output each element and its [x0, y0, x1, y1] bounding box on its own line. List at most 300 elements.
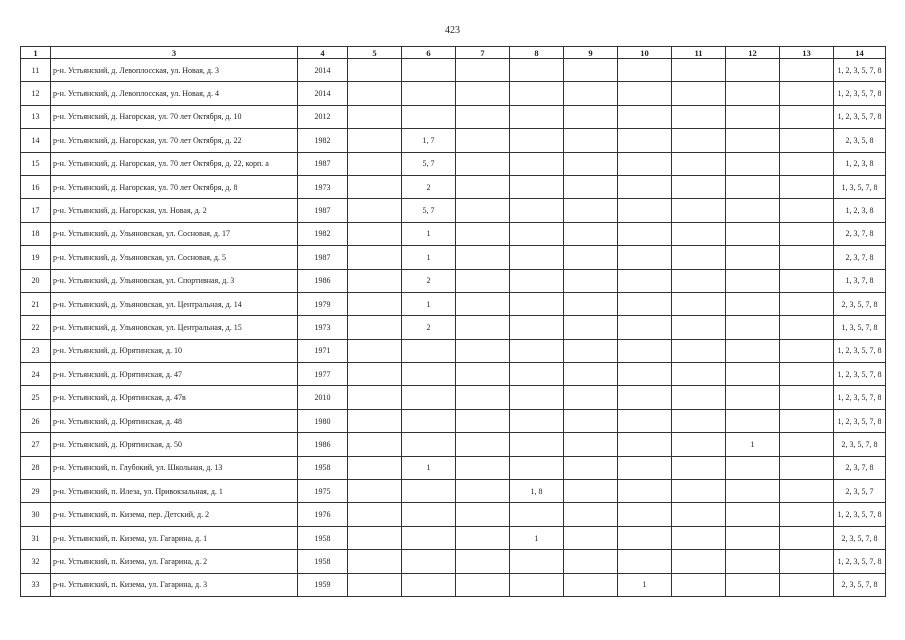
table-cell	[780, 433, 834, 456]
address-cell: р-н. Устьянский, д. Нагорская, ул. 70 лет Октября, д. 22	[51, 129, 298, 152]
table-cell	[780, 573, 834, 596]
table-cell: 2010	[298, 386, 348, 409]
table-cell: 1976	[298, 503, 348, 526]
table-cell: 20	[21, 269, 51, 292]
table-cell	[618, 316, 672, 339]
table-cell	[348, 105, 402, 128]
table-cell	[780, 386, 834, 409]
table-cell	[564, 316, 618, 339]
table-cell	[780, 152, 834, 175]
table-row	[21, 82, 886, 105]
table-cell	[510, 409, 564, 432]
table-cell: 17	[21, 199, 51, 222]
table-cell	[402, 503, 456, 526]
table-cell	[348, 550, 402, 573]
table-cell	[618, 199, 672, 222]
column-header: 10	[618, 47, 672, 59]
table-cell	[510, 269, 564, 292]
table-cell: 25	[21, 386, 51, 409]
table-cell	[348, 316, 402, 339]
table-cell	[726, 386, 780, 409]
address-cell: р-н. Устьянский, п. Кизема, ул. Гагарина, д. 2	[51, 550, 298, 573]
table-cell	[564, 175, 618, 198]
table-cell: 1980	[298, 409, 348, 432]
table-cell	[618, 433, 672, 456]
table-cell	[726, 246, 780, 269]
column-header: 12	[726, 47, 780, 59]
table-cell	[780, 526, 834, 549]
table-cell: 2, 3, 5, 7, 8	[834, 292, 886, 315]
buildings-table	[20, 46, 886, 597]
table-cell: 1986	[298, 269, 348, 292]
table-cell	[348, 269, 402, 292]
table-cell: 32	[21, 550, 51, 573]
table-cell: 1, 8	[510, 480, 564, 503]
table-cell	[456, 503, 510, 526]
table-cell	[618, 409, 672, 432]
table-cell	[672, 222, 726, 245]
table-row	[21, 59, 886, 82]
table-row	[21, 152, 886, 175]
table-cell	[348, 246, 402, 269]
table-row	[21, 175, 886, 198]
table-cell	[510, 175, 564, 198]
table-cell: 1	[402, 246, 456, 269]
address-cell: р-н. Устьянский, д. Юрятинская, д. 47в	[51, 386, 298, 409]
table-cell	[780, 59, 834, 82]
table-cell	[456, 550, 510, 573]
table-cell: 1979	[298, 292, 348, 315]
table-cell	[618, 456, 672, 479]
address-cell: р-н. Устьянский, д. Юрятинская, д. 47	[51, 363, 298, 386]
table-cell	[348, 152, 402, 175]
table-cell: 33	[21, 573, 51, 596]
table-cell	[618, 480, 672, 503]
address-cell: р-н. Устьянский, д. Нагорская, ул. Новая, д. 2	[51, 199, 298, 222]
table-cell	[780, 339, 834, 362]
table-cell	[618, 152, 672, 175]
table-cell	[402, 339, 456, 362]
table-cell	[618, 175, 672, 198]
table-cell: 2, 3, 7, 8	[834, 456, 886, 479]
table-cell: 30	[21, 503, 51, 526]
table-cell	[726, 339, 780, 362]
table-cell	[672, 316, 726, 339]
table-cell	[402, 550, 456, 573]
table-cell: 26	[21, 409, 51, 432]
table-cell: 5, 7	[402, 152, 456, 175]
table-row	[21, 433, 886, 456]
table-cell: 1971	[298, 339, 348, 362]
table-cell	[726, 105, 780, 128]
table-cell: 1986	[298, 433, 348, 456]
address-cell: р-н. Устьянский, д. Юрятинская, д. 48	[51, 409, 298, 432]
table-cell	[456, 363, 510, 386]
table-cell: 5, 7	[402, 199, 456, 222]
table-cell: 24	[21, 363, 51, 386]
table-cell	[726, 292, 780, 315]
table-cell: 18	[21, 222, 51, 245]
table-cell: 1982	[298, 222, 348, 245]
table-row	[21, 503, 886, 526]
table-cell	[348, 82, 402, 105]
table-row	[21, 550, 886, 573]
table-cell: 2012	[298, 105, 348, 128]
table-cell	[456, 152, 510, 175]
table-cell	[672, 82, 726, 105]
table-cell	[564, 222, 618, 245]
table-cell: 1, 2, 3, 5, 7, 8	[834, 409, 886, 432]
table-cell: 1, 2, 3, 5, 7, 8	[834, 82, 886, 105]
table-cell	[672, 292, 726, 315]
table-cell	[618, 269, 672, 292]
address-cell: р-н. Устьянский, д. Нагорская, ул. 70 лет Октября, д. 8	[51, 175, 298, 198]
table-cell	[348, 363, 402, 386]
table-cell	[564, 409, 618, 432]
table-cell	[510, 363, 564, 386]
table-cell	[780, 409, 834, 432]
address-cell: р-н. Устьянский, п. Глубокий, ул. Школьная, д. 13	[51, 456, 298, 479]
table-cell	[348, 129, 402, 152]
table-cell	[672, 246, 726, 269]
table-cell	[780, 480, 834, 503]
table-cell	[402, 526, 456, 549]
table-cell	[618, 292, 672, 315]
table-cell	[564, 573, 618, 596]
table-cell: 1, 2, 3, 5, 7, 8	[834, 503, 886, 526]
table-cell	[672, 386, 726, 409]
table-cell: 2, 3, 7, 8	[834, 222, 886, 245]
table-cell	[510, 59, 564, 82]
table-cell: 2, 3, 5, 7, 8	[834, 573, 886, 596]
table-cell	[510, 246, 564, 269]
table-cell	[726, 129, 780, 152]
table-cell	[780, 199, 834, 222]
table-cell	[780, 292, 834, 315]
column-header: 1	[21, 47, 51, 59]
table-cell	[510, 152, 564, 175]
table-cell	[618, 503, 672, 526]
table-cell	[780, 129, 834, 152]
table-cell	[564, 339, 618, 362]
table-cell	[348, 503, 402, 526]
table-cell: 1	[618, 573, 672, 596]
table-cell	[672, 433, 726, 456]
table-cell: 1958	[298, 526, 348, 549]
table-cell: 2, 3, 5, 7	[834, 480, 886, 503]
table-cell: 2	[402, 316, 456, 339]
address-cell: р-н. Устьянский, д. Ульяновская, ул. Центральная, д. 15	[51, 316, 298, 339]
table-cell	[672, 199, 726, 222]
table-cell	[672, 363, 726, 386]
table-cell: 16	[21, 175, 51, 198]
table-cell	[672, 59, 726, 82]
table-cell	[726, 550, 780, 573]
address-cell: р-н. Устьянский, д. Юрятинская, д. 10	[51, 339, 298, 362]
table-cell	[618, 246, 672, 269]
table-row	[21, 456, 886, 479]
table-cell	[510, 199, 564, 222]
column-header: 7	[456, 47, 510, 59]
table-cell	[564, 246, 618, 269]
address-cell: р-н. Устьянский, д. Левоплосская, ул. Новая, д. 3	[51, 59, 298, 82]
column-header: 4	[298, 47, 348, 59]
table-cell	[456, 292, 510, 315]
table-cell: 22	[21, 316, 51, 339]
table-row	[21, 573, 886, 596]
table-cell	[672, 269, 726, 292]
table-cell	[726, 59, 780, 82]
table-cell	[510, 316, 564, 339]
table-cell	[780, 503, 834, 526]
table-cell: 1982	[298, 129, 348, 152]
table-cell: 1, 7	[402, 129, 456, 152]
table-cell	[564, 199, 618, 222]
table-cell	[618, 82, 672, 105]
table-cell	[726, 573, 780, 596]
table-cell: 1	[402, 456, 456, 479]
table-cell	[402, 573, 456, 596]
table-cell	[564, 456, 618, 479]
table-cell	[672, 573, 726, 596]
table-cell	[780, 363, 834, 386]
table-cell	[672, 105, 726, 128]
table-cell: 1975	[298, 480, 348, 503]
table-cell	[402, 480, 456, 503]
table-cell	[348, 480, 402, 503]
table-cell	[510, 456, 564, 479]
table-cell	[456, 456, 510, 479]
column-header: 6	[402, 47, 456, 59]
table-row	[21, 526, 886, 549]
table-cell: 1	[726, 433, 780, 456]
table-cell: 2014	[298, 59, 348, 82]
table-cell	[780, 550, 834, 573]
table-cell	[726, 409, 780, 432]
table-cell	[618, 526, 672, 549]
table-cell	[348, 175, 402, 198]
address-cell: р-н. Устьянский, д. Ульяновская, ул. Сосновая, д. 17	[51, 222, 298, 245]
column-header: 5	[348, 47, 402, 59]
table-cell: 11	[21, 59, 51, 82]
header-row	[21, 47, 886, 59]
table-cell	[726, 222, 780, 245]
table-cell	[402, 409, 456, 432]
table-cell: 1	[510, 526, 564, 549]
table-row	[21, 386, 886, 409]
table-row	[21, 363, 886, 386]
table-cell	[402, 82, 456, 105]
table-cell	[402, 105, 456, 128]
table-cell: 1, 2, 3, 5, 7, 8	[834, 386, 886, 409]
address-cell: р-н. Устьянский, д. Ульяновская, ул. Центральная, д. 14	[51, 292, 298, 315]
column-header: 11	[672, 47, 726, 59]
table-cell: 2, 3, 7, 8	[834, 246, 886, 269]
table-cell	[348, 456, 402, 479]
table-cell	[564, 503, 618, 526]
table-cell	[780, 269, 834, 292]
table-cell	[510, 386, 564, 409]
address-cell: р-н. Устьянский, д. Нагорская, ул. 70 лет Октября, д. 22, корп. а	[51, 152, 298, 175]
table-cell	[402, 433, 456, 456]
page-number: 423	[445, 25, 460, 36]
table-cell	[780, 82, 834, 105]
table-cell	[456, 433, 510, 456]
table-cell	[564, 433, 618, 456]
table-cell: 19	[21, 246, 51, 269]
table-cell	[456, 105, 510, 128]
table-cell	[510, 292, 564, 315]
table-cell	[348, 386, 402, 409]
table-cell	[348, 339, 402, 362]
table-cell: 1977	[298, 363, 348, 386]
table-cell	[456, 316, 510, 339]
table-cell	[726, 199, 780, 222]
table-cell	[402, 59, 456, 82]
table-cell	[672, 152, 726, 175]
table-cell	[456, 573, 510, 596]
table-cell	[780, 175, 834, 198]
table-cell: 12	[21, 82, 51, 105]
table-cell: 1, 2, 3, 8	[834, 199, 886, 222]
table-cell	[510, 433, 564, 456]
table-cell	[564, 292, 618, 315]
table-cell	[672, 526, 726, 549]
table-cell: 1, 3, 5, 7, 8	[834, 175, 886, 198]
table-cell: 1973	[298, 175, 348, 198]
table-cell: 27	[21, 433, 51, 456]
table-cell	[780, 316, 834, 339]
address-cell: р-н. Устьянский, п. Кизема, ул. Гагарина, д. 1	[51, 526, 298, 549]
address-cell: р-н. Устьянский, д. Нагорская, ул. 70 лет Октября, д. 10	[51, 105, 298, 128]
table-cell	[456, 175, 510, 198]
table-cell: 1, 2, 3, 5, 7, 8	[834, 363, 886, 386]
table-cell	[726, 363, 780, 386]
table-cell: 29	[21, 480, 51, 503]
address-cell: р-н. Устьянский, д. Левоплосская, ул. Новая, д. 4	[51, 82, 298, 105]
column-header: 9	[564, 47, 618, 59]
table-cell: 2, 3, 5, 7, 8	[834, 526, 886, 549]
table-cell	[618, 59, 672, 82]
table-row	[21, 246, 886, 269]
table-cell: 1, 3, 5, 7, 8	[834, 316, 886, 339]
table-cell	[456, 222, 510, 245]
table-row	[21, 105, 886, 128]
table-cell	[780, 222, 834, 245]
table-row	[21, 129, 886, 152]
table-row	[21, 480, 886, 503]
table-cell: 1973	[298, 316, 348, 339]
table-cell	[672, 339, 726, 362]
table-row	[21, 409, 886, 432]
column-header: 14	[834, 47, 886, 59]
table-cell	[456, 339, 510, 362]
column-header: 3	[51, 47, 298, 59]
table-cell	[456, 480, 510, 503]
table-cell: 1	[402, 222, 456, 245]
table-cell	[618, 363, 672, 386]
table-cell	[672, 175, 726, 198]
table-cell: 2, 3, 5, 8	[834, 129, 886, 152]
table-cell	[510, 339, 564, 362]
table-cell: 1987	[298, 199, 348, 222]
table-cell	[618, 339, 672, 362]
table-cell	[672, 456, 726, 479]
table-cell	[780, 105, 834, 128]
table-cell	[456, 59, 510, 82]
table-cell	[564, 59, 618, 82]
table-cell: 2	[402, 175, 456, 198]
table-cell: 15	[21, 152, 51, 175]
column-header: 8	[510, 47, 564, 59]
table-cell	[564, 129, 618, 152]
table-cell	[726, 503, 780, 526]
address-cell: р-н. Устьянский, д. Ульяновская, ул. Спортивная, д. 3	[51, 269, 298, 292]
table-cell: 1, 2, 3, 5, 7, 8	[834, 59, 886, 82]
address-cell: р-н. Устьянский, п. Кизема, ул. Гагарина, д. 3	[51, 573, 298, 596]
table-cell	[348, 409, 402, 432]
table-cell	[780, 456, 834, 479]
table-cell	[348, 573, 402, 596]
table-body	[21, 59, 886, 597]
table-cell	[564, 550, 618, 573]
table-cell	[726, 480, 780, 503]
table-cell	[618, 105, 672, 128]
table-cell	[672, 480, 726, 503]
table-cell	[348, 526, 402, 549]
table-cell	[456, 526, 510, 549]
table-cell	[726, 526, 780, 549]
table-cell	[564, 152, 618, 175]
table-cell: 1, 2, 3, 5, 7, 8	[834, 105, 886, 128]
address-cell: р-н. Устьянский, п. Илеза, ул. Привокзальная, д. 1	[51, 480, 298, 503]
table-cell: 28	[21, 456, 51, 479]
table-cell	[618, 550, 672, 573]
table-row	[21, 222, 886, 245]
table-cell: 14	[21, 129, 51, 152]
table-row	[21, 269, 886, 292]
table-cell	[564, 105, 618, 128]
table-cell	[510, 129, 564, 152]
table-cell: 1, 2, 3, 8	[834, 152, 886, 175]
table-cell	[456, 386, 510, 409]
table-cell	[510, 82, 564, 105]
table-cell	[510, 222, 564, 245]
table-cell: 1, 3, 7, 8	[834, 269, 886, 292]
address-cell: р-н. Устьянский, п. Кизема, пер. Детский, д. 2	[51, 503, 298, 526]
table-cell	[564, 386, 618, 409]
table-cell	[510, 105, 564, 128]
table-cell: 13	[21, 105, 51, 128]
table-cell: 23	[21, 339, 51, 362]
table-cell	[348, 59, 402, 82]
table-cell	[456, 269, 510, 292]
table-cell: 1, 2, 3, 5, 7, 8	[834, 550, 886, 573]
table-cell	[726, 269, 780, 292]
table-cell: 2014	[298, 82, 348, 105]
table-cell	[564, 269, 618, 292]
table-cell	[726, 152, 780, 175]
table-cell: 1958	[298, 456, 348, 479]
table-cell	[348, 199, 402, 222]
table-cell	[348, 433, 402, 456]
table-cell: 1958	[298, 550, 348, 573]
table-cell: 1	[402, 292, 456, 315]
table-cell	[456, 199, 510, 222]
address-cell: р-н. Устьянский, д. Юрятинская, д. 50	[51, 433, 298, 456]
table-cell: 1987	[298, 246, 348, 269]
table-cell: 2	[402, 269, 456, 292]
